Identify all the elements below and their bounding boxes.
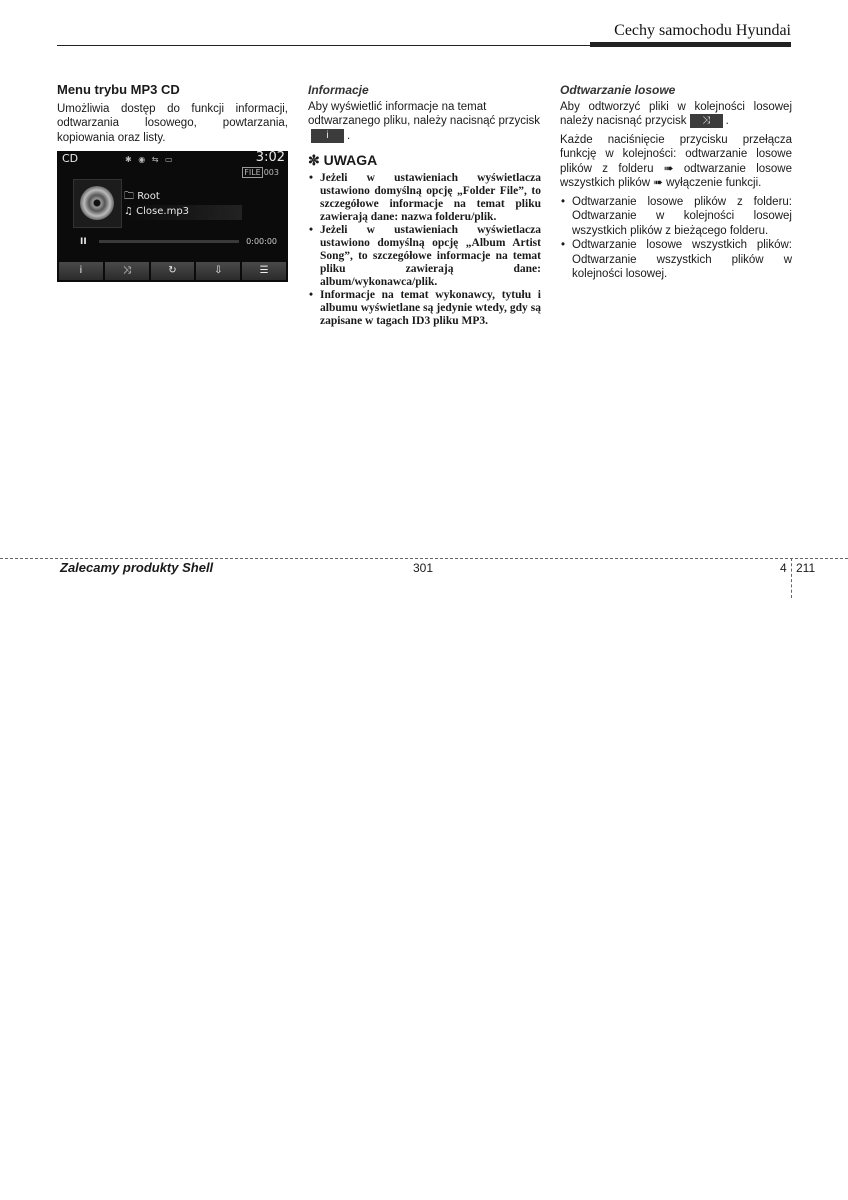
random-modes-list	[560, 195, 792, 282]
elapsed-time: 0:00:00	[246, 237, 277, 246]
random-sequence-text: Każde naciśnięcie przycisku przełącza funkcję w kolejności: odtwarzanie losowe plików z folderu ➠ odtwarzanie losowe wszystkich plików ➠ wyłączenie funkcji.	[560, 133, 792, 190]
folder-name: Root	[137, 191, 160, 202]
screen-clock: 3:02	[255, 150, 285, 165]
copy-softkey[interactable]: ⇩	[196, 262, 240, 280]
softkey-bar	[59, 262, 286, 280]
random-text	[560, 100, 792, 129]
section-number: 4	[780, 561, 787, 575]
warning-notes	[308, 172, 541, 328]
pause-icon: II	[80, 237, 87, 247]
repeat-softkey[interactable]: ↻	[151, 262, 195, 280]
footer-center-number: 301	[413, 561, 434, 575]
list-item: • Odtwarzanie losowe plików z folderu: Odtwarzanie w kolejności losowej wszystkich plików z bieżącego folderu.	[560, 195, 792, 239]
list-softkey[interactable]: ☰	[242, 262, 286, 280]
folder-row	[124, 190, 160, 205]
track-name: Close.mp3	[136, 206, 190, 217]
list-item: • Odtwarzanie losowe wszystkich plików: Odtwarzanie wszystkich plików w kolejności losowej.	[560, 238, 792, 282]
footer-dashed-rule	[0, 558, 848, 559]
file-number: 003	[263, 168, 279, 177]
info-softkey[interactable]: i	[59, 262, 103, 280]
album-art	[73, 179, 122, 228]
note-item: • Jeżeli w ustawieniach wyświetlacza ustawiono domyślną opcję „Album Artist Song”, to szczegółowe informacje na temat pliku zawierają dane: album/wykonawca/plik.	[308, 224, 541, 289]
info-text	[308, 100, 541, 144]
footer-note: Zalecamy produkty Shell	[60, 560, 214, 575]
warning-heading: ✼ UWAGA	[308, 152, 378, 169]
status-icons: ✱ ◉ ⇆ ▭	[125, 155, 175, 164]
info-text-after: .	[347, 129, 351, 142]
music-note-icon: ♫	[124, 206, 133, 217]
file-indicator	[242, 166, 279, 181]
disc-icon	[80, 186, 114, 220]
random-text-after: .	[725, 115, 729, 128]
column-random	[560, 83, 792, 282]
section-heading-mp3-menu: Menu trybu MP3 CD	[57, 82, 180, 97]
mp3-cd-screen	[57, 151, 288, 282]
header-tab-bar	[590, 42, 791, 47]
header-title: Cechy samochodu Hyundai	[614, 22, 791, 39]
note-item: • Informacje na temat wykonawcy, tytułu i albumu wyświetlane są jedynie wtedy, gdy są zapisane w tagach ID3 pliku MP3.	[308, 289, 541, 328]
footer-vertical-rule	[791, 558, 792, 598]
section-heading-random: Odtwarzanie losowe	[560, 83, 676, 97]
track-row	[124, 205, 242, 220]
file-label: FILE	[244, 168, 261, 177]
info-text-before: Aby wyświetlić informacje na temat odtwarzanego pliku, należy nacisnąć przycisk	[308, 100, 541, 127]
mp3-menu-intro: Umożliwia dostęp do funkcji informacji, odtwarzania losowego, powtarzania, kopiowania oraz listy.	[57, 102, 288, 144]
column-mp3-menu	[57, 83, 288, 282]
progress-bar	[99, 240, 239, 243]
shuffle-button-icon: ⤨	[690, 114, 723, 128]
page-number: 211	[796, 561, 816, 575]
info-button-icon: i	[311, 129, 344, 143]
random-softkey[interactable]: ⤨	[105, 262, 149, 280]
random-text-before: Aby odtworzyć pliki w kolejności losowej należy nacisnąć przycisk	[560, 100, 792, 128]
column-info	[308, 83, 541, 328]
folder-icon: 🗀	[124, 191, 134, 202]
note-item: • Jeżeli w ustawieniach wyświetlacza ustawiono domyślną opcję „Folder File”, to szczegółowe informacje na temat pliku zawierają dane: nazwa folderu/plik.	[308, 172, 541, 224]
screen-mode-label: CD	[62, 152, 79, 165]
section-heading-info: Informacje	[308, 83, 369, 97]
